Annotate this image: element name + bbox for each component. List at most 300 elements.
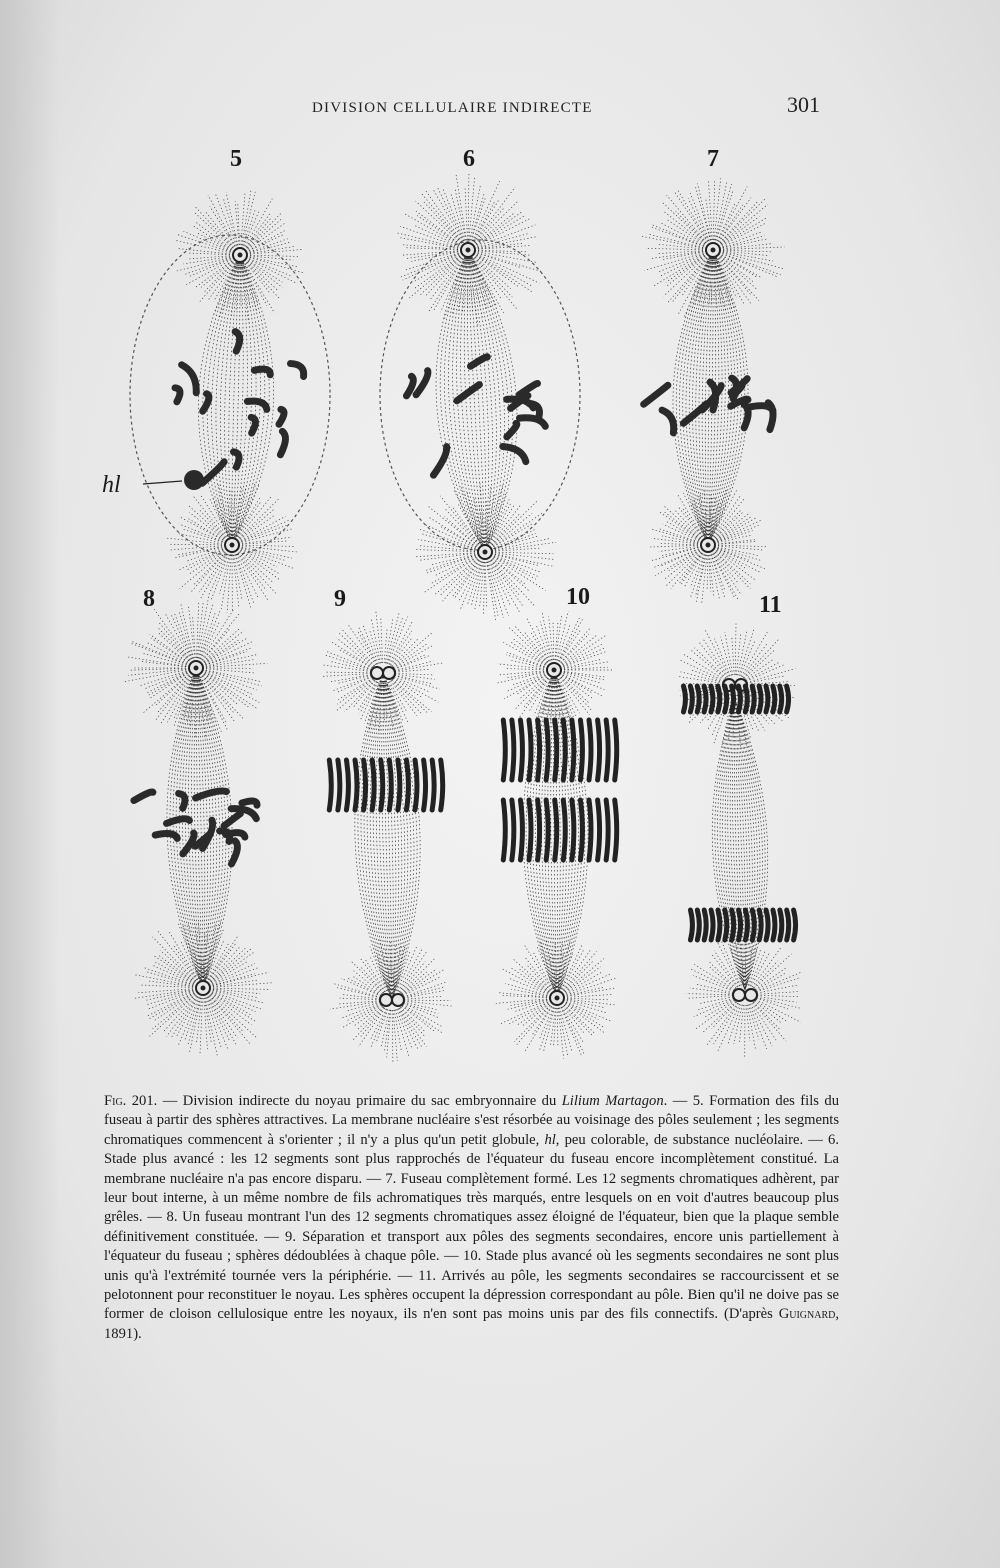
fig10-aster-bottom-centrosome bbox=[555, 996, 560, 1001]
fig7-aster-bottom-ray bbox=[655, 550, 699, 576]
fig11-aster-bottom-ray bbox=[756, 978, 799, 992]
fig6-aster-top-ray bbox=[455, 190, 466, 240]
fig8-aster-top-ray bbox=[144, 672, 187, 689]
fig6-aster-top-ray bbox=[469, 178, 475, 240]
fig5-aster-bottom-ray bbox=[231, 491, 232, 535]
fig10-upper-chromosome bbox=[546, 720, 548, 780]
fig8-aster-top-ray bbox=[129, 668, 186, 670]
fig5-aster-top-ray bbox=[178, 235, 231, 252]
fig9-aster-top-ray bbox=[388, 682, 404, 722]
fig11-lower-chromosome bbox=[780, 910, 782, 940]
fig10-aster-bottom-ray bbox=[539, 1007, 553, 1040]
fig8-fiber bbox=[185, 668, 203, 988]
fig8-aster-top-ray bbox=[158, 628, 189, 661]
fig6-aster-top-ray bbox=[402, 251, 458, 255]
fig5-aster-bottom-ray bbox=[241, 549, 277, 567]
fig9-aster-bottom-ray bbox=[360, 1008, 384, 1038]
fig5-chromosome bbox=[279, 409, 284, 424]
fig11-aster-bottom-ray bbox=[752, 1003, 776, 1040]
fig6-aster-top-ray bbox=[476, 255, 532, 292]
fig6-aster-top-ray bbox=[426, 257, 461, 295]
fig10-aster-top-ray bbox=[559, 618, 583, 661]
fig6-aster-bottom-ray bbox=[443, 560, 479, 602]
fig10-aster-bottom-ray bbox=[500, 1002, 548, 1024]
figure-label-10: 10 bbox=[566, 584, 590, 610]
fig8-aster-top-ray bbox=[205, 673, 260, 703]
fig8-aster-bottom-ray bbox=[198, 923, 202, 978]
fig5-aster-top-ray bbox=[189, 259, 231, 277]
fig5-aster-bottom-ray bbox=[166, 538, 222, 544]
fig11-lower-chromosome bbox=[759, 910, 761, 940]
fig5-aster-bottom-centrosome bbox=[230, 543, 235, 548]
fig6-aster-bottom-ray bbox=[424, 524, 476, 548]
fig7-aster-bottom-ray bbox=[716, 550, 746, 569]
fig6-chromosome bbox=[406, 376, 413, 395]
fig10-aster-top-ray bbox=[498, 671, 544, 675]
fig5-chromosome bbox=[254, 369, 270, 375]
fig8-chromosome bbox=[167, 819, 190, 824]
fig9-aster-bottom-ray bbox=[332, 983, 380, 997]
fig6-aster-bottom-ray bbox=[493, 557, 545, 590]
fig10-aster-top-ray bbox=[505, 669, 544, 670]
fig7-aster-bottom-ray bbox=[717, 548, 750, 560]
fig7-chromosome bbox=[662, 410, 674, 433]
fig9-chromosome bbox=[415, 760, 417, 810]
fig11-aster-bottom-ray bbox=[756, 973, 786, 990]
fig9-aster-top-ray bbox=[387, 617, 403, 663]
fig11-upper-chromosome bbox=[759, 686, 761, 712]
fig6-aster-top-ray bbox=[477, 255, 532, 286]
fig6-aster-top-ray bbox=[474, 187, 515, 242]
fig8-aster-bottom-ray bbox=[157, 931, 196, 980]
fig11-upper-chromosome bbox=[773, 686, 775, 712]
fig8-aster-top-ray bbox=[206, 663, 267, 667]
fig10-aster-bottom-ray bbox=[508, 1000, 548, 1009]
caption-text-part2: , peu colorable, de substance nucléolaire. — 6. Stade plus avancé : les 12 segments sont plus rapprochés de l'équateur du fuseau encore incomplètement constitué. La membrane nucléaire n'a pas encore disparu. — 7. Fuseau complètement formé. Les 12 segments chromatiques adhèrent, par leur bout interne, à un même nombre de fils achromatiques très marqués, entre lesquels on en voit d'autres beaucoup plus grêles. — 8. Un fuseau montrant l'un des 12 segments chromatiques assez éloigné de l'équateur, bien que la plaque semble définitivement constituée. — 9. Séparation et transport aux pôles des segments secondaires, encore unis partiellement à l'équateur du fuseau ; sphères dédoublées à chaque pôle. — 10. Stade plus avancé où les segments secondaires ne sont plus unis qu'à l'extrémité tournée vers la périphérie. — 11. Arrivés au pôle, les segments secondaires se raccourcissent et se pelotonnent pour reconstituer le noyau. Les sphères occupent la dépression correspondant au pôle. Bien qu'il ne doive pas se former de cloison cellulosique entre les noyaux, ils n'en sont pas moins unis par des fils connectifs. (D'après bbox=[104, 1131, 839, 1323]
fig9-aster-top-ray bbox=[324, 655, 372, 670]
fig7-aster-top-ray bbox=[719, 258, 751, 303]
fig8-aster-bottom-ray bbox=[150, 995, 196, 1037]
fig9-chromosome bbox=[398, 760, 400, 810]
fig10-aster-top-ray bbox=[530, 632, 548, 662]
fig6-aster-bottom-ray bbox=[484, 562, 485, 614]
fig7-aster-top-ray bbox=[715, 180, 727, 240]
fig6-aster-top-ray bbox=[416, 201, 461, 243]
fig8-aster-bottom-ray bbox=[207, 940, 224, 979]
fig11-fiber bbox=[715, 700, 745, 990]
fig11-aster-top-ray bbox=[745, 659, 773, 679]
fig6-aster-bottom-ray bbox=[495, 554, 540, 565]
figure-caption bbox=[104, 1092, 839, 1344]
fig10-lower-chromosome bbox=[606, 800, 608, 860]
fig8-aster-bottom-ray bbox=[213, 988, 271, 989]
fig5-aster-top-ray bbox=[250, 249, 303, 254]
fig7-aster-bottom-ray bbox=[659, 546, 698, 551]
fig8-aster-top-ray bbox=[193, 615, 196, 658]
fig9-aster-top-ray bbox=[324, 672, 371, 673]
fig11-aster-top-ray bbox=[747, 669, 796, 683]
caption-text-part1: . — 5. Formation des fils du fuseau à partir des sphères attractives. La membrane nucléaire s'est résorbée au voisinage des pôles seulement ; les segments chromatiques commencent à s'orienter ; il n'y a plus qu'un petit globule, bbox=[104, 1093, 839, 1148]
fig5-aster-bottom-ray bbox=[237, 553, 268, 600]
fig7-aster-top-ray bbox=[650, 251, 703, 258]
fig11-lower-chromosome bbox=[787, 910, 789, 940]
fig6-aster-bottom-ray bbox=[487, 562, 496, 620]
fig5-aster-top-centrosome bbox=[238, 253, 243, 258]
fig7-aster-bottom-ray bbox=[663, 524, 699, 541]
fig6-aster-bottom-ray bbox=[414, 549, 475, 551]
fig7-aster-bottom-ray bbox=[718, 548, 762, 561]
fig11-aster-bottom-ray bbox=[757, 992, 799, 995]
fig11-upper-chromosome bbox=[697, 686, 699, 712]
fig5-aster-bottom-ray bbox=[234, 486, 246, 536]
fig11-upper-chromosome bbox=[704, 686, 706, 712]
fig8-aster-bottom-centrosome bbox=[201, 986, 206, 991]
fig7-aster-bottom-ray bbox=[677, 494, 703, 537]
fig11-upper-chromosome bbox=[711, 686, 713, 712]
fig9-aster-top-ray bbox=[389, 682, 407, 713]
fig5-aster-bottom-ray bbox=[241, 525, 288, 542]
fig5-chromosome bbox=[202, 462, 224, 483]
fig10-aster-bottom-ray bbox=[544, 1008, 555, 1051]
fig11-upper-chromosome bbox=[780, 686, 782, 712]
fig8-aster-top-ray bbox=[205, 638, 247, 663]
fig9-aster-bottom-ray bbox=[342, 995, 380, 999]
fig7-aster-top-ray bbox=[690, 193, 709, 241]
fig7-aster-bottom-ray bbox=[717, 525, 758, 541]
fig7-aster-bottom-ray bbox=[717, 550, 760, 573]
fig7-aster-bottom-ray bbox=[715, 552, 750, 589]
fig5-chromosome bbox=[203, 394, 209, 411]
fig9-aster-top-ray bbox=[389, 622, 412, 664]
fig5-aster-bottom-ray bbox=[169, 544, 222, 545]
fig5-aster-top-ray bbox=[242, 192, 255, 245]
fig6-aster-top-ray bbox=[471, 196, 486, 240]
fig8-chromosome bbox=[242, 801, 257, 805]
fig5-aster-top-ray bbox=[249, 230, 285, 250]
fig10-lower-chromosome bbox=[555, 800, 557, 860]
fig10-aster-top-ray bbox=[496, 672, 544, 683]
fig10-upper-chromosome bbox=[580, 720, 582, 780]
fig6-aster-top-ray bbox=[401, 245, 458, 250]
fig8-fiber bbox=[176, 668, 203, 988]
fig5-hl-pointer bbox=[143, 481, 182, 484]
fig7-aster-top-ray bbox=[647, 248, 703, 249]
fig5-aster-top-ray bbox=[243, 265, 257, 312]
fig7-aster-bottom-ray bbox=[717, 518, 756, 540]
fig10-aster-top-centrosome bbox=[552, 668, 557, 673]
fig9-aster-top-ray bbox=[393, 678, 422, 697]
fig11-fiber bbox=[712, 700, 745, 990]
fig8-aster-bottom-ray bbox=[207, 997, 228, 1049]
fig11-aster-bottom-ray bbox=[688, 996, 733, 999]
fig7-aster-top-ray bbox=[717, 202, 735, 241]
figure-label-6: 6 bbox=[463, 146, 475, 172]
fig9-aster-bottom-ray bbox=[392, 1010, 393, 1062]
fig7-aster-top-ray bbox=[720, 257, 759, 300]
fig9-aster-top-ray bbox=[331, 641, 373, 667]
fig8-chromosome bbox=[179, 794, 185, 809]
fig5-aster-bottom-ray bbox=[227, 555, 231, 613]
fig7-aster-top-ray bbox=[722, 254, 777, 277]
fig5-chromosome bbox=[182, 365, 197, 393]
fig9-chromosome bbox=[381, 760, 383, 810]
fig6-aster-bottom-ray bbox=[493, 559, 530, 591]
fig7-aster-bottom-ray bbox=[707, 555, 708, 590]
fig11-upper-chromosome bbox=[725, 686, 727, 712]
fig11-aster-bottom-ray bbox=[734, 1005, 743, 1044]
fig11-fiber bbox=[717, 700, 745, 990]
fig11-lower-chromosome bbox=[794, 910, 796, 940]
fig9-fiber bbox=[383, 673, 411, 1000]
fig11-lower-chromosome bbox=[766, 910, 768, 940]
fig6-fiber bbox=[468, 250, 485, 552]
fig11-aster-bottom-ray bbox=[702, 1002, 736, 1034]
fig5-aster-top-ray bbox=[189, 253, 230, 255]
fig7-aster-top-ray bbox=[723, 247, 785, 250]
fig7-chromosome bbox=[748, 406, 773, 411]
fig10-aster-bottom-ray bbox=[561, 1007, 581, 1055]
fig7-aster-top-ray bbox=[666, 256, 705, 287]
caption-figure-number: Fig. 201. bbox=[104, 1093, 158, 1109]
fig7-aster-bottom-ray bbox=[665, 552, 700, 587]
fig9-aster-bottom-ray bbox=[376, 1009, 388, 1043]
fig8-aster-top-ray bbox=[179, 612, 193, 659]
fig6-aster-top-ray bbox=[437, 187, 464, 241]
fig7-aster-top-ray bbox=[666, 256, 705, 283]
fig6-chromosome bbox=[457, 385, 480, 401]
fig11-fiber bbox=[734, 700, 745, 990]
fig5-aster-top-ray bbox=[185, 258, 231, 274]
fig11-aster-bottom-ray bbox=[749, 1004, 766, 1049]
fig5-aster-top-ray bbox=[250, 256, 293, 260]
fig11-upper-chromosome bbox=[738, 686, 740, 712]
fig11-lower-chromosome bbox=[697, 910, 699, 940]
fig7-aster-top-ray bbox=[658, 254, 704, 272]
fig9-aster-bottom-ray bbox=[370, 1009, 387, 1049]
fig11-aster-top-ray bbox=[715, 639, 731, 676]
fig6-aster-bottom-ray bbox=[495, 554, 555, 567]
fig7-aster-top-ray bbox=[717, 259, 736, 298]
fig11-aster-top-ray bbox=[678, 676, 723, 683]
fig11-aster-bottom-ray bbox=[693, 975, 734, 991]
fig6-aster-top-ray bbox=[420, 257, 461, 295]
fig7-aster-top-ray bbox=[723, 239, 769, 248]
fig6-aster-top-ray bbox=[473, 199, 499, 242]
fig5-aster-top-ray bbox=[226, 192, 238, 245]
fig10-aster-bottom-ray bbox=[565, 1003, 603, 1027]
fig10-lower-chromosome bbox=[538, 800, 540, 860]
fig9-aster-top-ray bbox=[341, 628, 375, 666]
fig5-aster-bottom-ray bbox=[221, 555, 230, 609]
fig8-aster-top-ray bbox=[149, 673, 187, 698]
fig6-aster-top-ray bbox=[401, 254, 459, 277]
fig9-aster-top-ray bbox=[391, 680, 421, 713]
fig11-aster-bottom-ray bbox=[714, 1003, 739, 1044]
fig9-aster-bottom-ray bbox=[400, 1007, 425, 1037]
fig11-aster-bottom-ray bbox=[694, 999, 734, 1017]
fig10-aster-bottom-ray bbox=[560, 1008, 572, 1052]
fig6-aster-bottom-ray bbox=[425, 555, 475, 571]
fig11-upper-chromosome bbox=[787, 686, 789, 712]
fig9-aster-bottom-ray bbox=[358, 1008, 385, 1047]
fig10-aster-bottom-ray bbox=[566, 1002, 611, 1021]
fig5-fiber bbox=[212, 255, 240, 545]
fig5-aster-bottom-ray bbox=[211, 554, 229, 600]
caption-species: Lilium Martagon bbox=[561, 1093, 664, 1109]
fig9-aster-top-ray bbox=[392, 680, 427, 713]
fig5-aster-top-ray bbox=[249, 259, 292, 277]
fig5-aster-bottom-ray bbox=[242, 541, 287, 544]
figure-label-9: 9 bbox=[334, 586, 346, 612]
fig7-aster-top-ray bbox=[718, 187, 747, 242]
fig5-aster-bottom-ray bbox=[212, 496, 228, 536]
fig10-lower-chromosome bbox=[503, 800, 505, 860]
fig9-chromosome bbox=[372, 760, 374, 810]
fig10-aster-bottom-ray bbox=[502, 969, 548, 994]
fig9-aster-top-ray bbox=[390, 681, 417, 716]
fig9-aster-top-ray bbox=[331, 675, 371, 682]
fig5-aster-top-ray bbox=[216, 194, 237, 246]
fig5-aster-top-ray bbox=[238, 203, 240, 245]
fig8-aster-top-ray bbox=[204, 675, 238, 705]
fig8-fiber bbox=[196, 668, 205, 988]
fig6-aster-bottom-ray bbox=[416, 553, 475, 557]
fig10-aster-top-ray bbox=[564, 673, 601, 683]
fig7-aster-top-ray bbox=[661, 201, 705, 243]
fig8-chromosome bbox=[183, 833, 194, 854]
fig10-lower-chromosome bbox=[615, 800, 617, 860]
fig10-aster-top-ray bbox=[561, 629, 590, 663]
fig10-aster-top-ray bbox=[524, 632, 548, 662]
fig9-aster-top-ray bbox=[360, 682, 378, 721]
fig10-aster-bottom-ray bbox=[566, 978, 616, 995]
fig6-aster-top-ray bbox=[405, 253, 459, 270]
fig9-aster-bottom-ray bbox=[403, 1005, 442, 1027]
fig7-aster-top-ray bbox=[661, 252, 703, 260]
fig6-aster-top-ray bbox=[421, 193, 462, 242]
fig11-aster-top-ray bbox=[725, 632, 733, 675]
fig5-aster-top-ray bbox=[177, 257, 230, 270]
fig8-aster-top-ray bbox=[156, 675, 188, 705]
fig8-aster-top-ray bbox=[206, 669, 254, 673]
fig5-aster-top-ray bbox=[248, 261, 282, 287]
fig8-aster-bottom-ray bbox=[208, 997, 236, 1045]
fig6-aster-bottom-ray bbox=[493, 558, 526, 585]
fig8-aster-top-ray bbox=[140, 661, 186, 667]
fig8-aster-bottom-ray bbox=[163, 995, 196, 1032]
fig8-aster-bottom-ray bbox=[209, 996, 238, 1038]
fig8-aster-top-ray bbox=[159, 623, 189, 660]
fig7-aster-top-ray bbox=[723, 251, 769, 256]
fig6-aster-bottom-ray bbox=[458, 504, 480, 544]
fig10-lower-chromosome bbox=[529, 800, 531, 860]
fig7-aster-top-centrosome bbox=[711, 248, 716, 253]
fig7-aster-bottom-ray bbox=[679, 553, 702, 584]
fig10-aster-top-ray bbox=[563, 648, 604, 666]
fig11-aster-bottom-ray bbox=[757, 997, 800, 1008]
fig10-aster-bottom-ray bbox=[564, 962, 593, 991]
fig9-aster-top-ray bbox=[394, 677, 430, 693]
fig10-lower-chromosome bbox=[572, 800, 574, 860]
fig6-aster-top-ray bbox=[476, 211, 522, 244]
fig8-aster-bottom-ray bbox=[147, 992, 194, 1010]
fig7-aster-bottom-ray bbox=[669, 550, 700, 570]
fig6-fiber bbox=[468, 250, 496, 552]
fig10-aster-top-ray bbox=[563, 674, 604, 690]
fig11-aster-bottom-ray bbox=[749, 950, 761, 986]
fig7-aster-bottom-ray bbox=[675, 511, 701, 538]
fig10-lower-chromosome bbox=[598, 800, 600, 860]
fig6-aster-bottom-ray bbox=[480, 562, 484, 607]
fig6-aster-bottom-ray bbox=[445, 517, 478, 546]
fig10-upper-chromosome bbox=[598, 720, 600, 780]
fig5-fiber bbox=[225, 255, 240, 545]
fig6-aster-bottom-ray bbox=[486, 487, 491, 542]
fig7-aster-top-ray bbox=[664, 211, 706, 244]
fig6-aster-top-ray bbox=[476, 256, 519, 287]
fig11-aster-bottom-ray bbox=[754, 1002, 781, 1030]
fig7-aster-top-ray bbox=[714, 178, 721, 240]
fig8-aster-top-ray bbox=[140, 671, 186, 685]
fig11-aster-top-ray bbox=[703, 638, 729, 677]
fig6-aster-bottom-ray bbox=[419, 553, 475, 560]
fig9-aster-bottom-ray bbox=[338, 1001, 380, 1004]
fig5-aster-bottom-ray bbox=[236, 554, 258, 597]
fig6-aster-top-ray bbox=[400, 226, 459, 246]
fig9-chromosome bbox=[432, 760, 434, 810]
fig5-aster-bottom-ray bbox=[241, 550, 279, 573]
fig11-upper-chromosome bbox=[752, 686, 754, 712]
fig10-upper-chromosome bbox=[520, 720, 522, 780]
fig6-aster-top-ray bbox=[424, 202, 462, 243]
fig9-aster-bottom-ray bbox=[404, 990, 445, 998]
figure-label-8: 8 bbox=[143, 586, 155, 612]
fig11-upper-chromosome bbox=[745, 686, 747, 712]
fig9-fiber bbox=[373, 673, 392, 1000]
fig8-aster-bottom-ray bbox=[211, 994, 251, 1025]
fig8-aster-top-ray bbox=[181, 603, 194, 658]
fig6-aster-top-ray bbox=[396, 233, 458, 248]
fig6-aster-top-ray bbox=[406, 251, 458, 258]
fig8-aster-top-ray bbox=[168, 677, 192, 722]
fig6-aster-top-ray bbox=[473, 259, 504, 313]
fig11-aster-top-ray bbox=[732, 637, 734, 675]
fig9-aster-top-ray bbox=[384, 628, 387, 663]
fig10-aster-top-ray bbox=[558, 679, 576, 716]
fig11-aster-bottom-ray bbox=[711, 953, 738, 987]
fig8-aster-bottom-ray bbox=[135, 975, 193, 986]
fig9-aster-bottom-ray bbox=[345, 1004, 381, 1021]
fig6-chromosome bbox=[470, 357, 487, 366]
fig5-aster-bottom-ray bbox=[210, 499, 228, 536]
fig9-aster-bottom-ray bbox=[398, 1008, 422, 1048]
fig5-aster-top-ray bbox=[224, 199, 237, 245]
fig10-aster-top-ray bbox=[504, 675, 545, 699]
figure-label-hl: hl bbox=[102, 472, 121, 498]
caption-author: Guignard bbox=[778, 1306, 836, 1323]
fig7-aster-top-ray bbox=[723, 252, 773, 261]
fig11-lower-chromosome bbox=[732, 910, 734, 940]
fig8-aster-bottom-ray bbox=[213, 983, 272, 987]
fig9-aster-top-ray bbox=[395, 669, 430, 672]
fig9-aster-bottom-ray bbox=[340, 998, 380, 1000]
fig9-aster-bottom-ray bbox=[403, 1004, 439, 1018]
fig9-aster-top-ray bbox=[360, 682, 377, 714]
fig9-chromosome bbox=[389, 760, 391, 810]
fig6-aster-bottom-ray bbox=[471, 562, 482, 607]
fig11-lower-chromosome bbox=[745, 910, 747, 940]
fig5-aster-top-ray bbox=[248, 260, 282, 282]
